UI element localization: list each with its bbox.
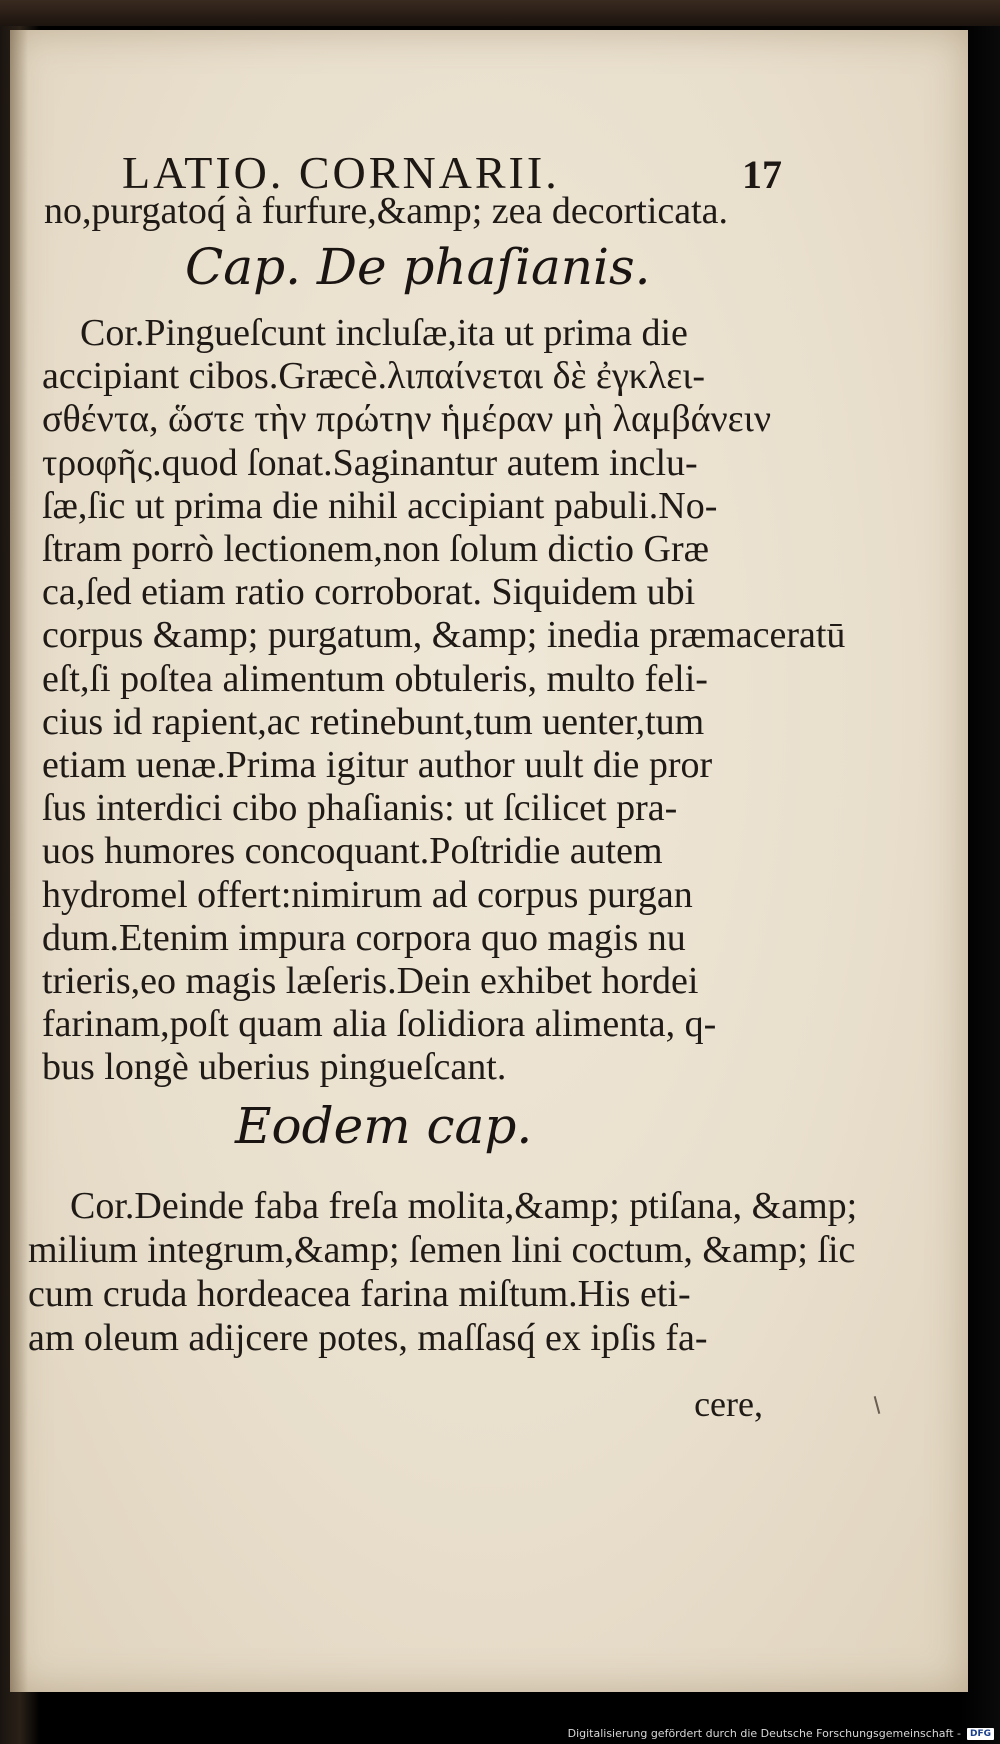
text-line: am oleum adijcere potes, maſſasq́ ex ipſis fa- (28, 1317, 708, 1359)
book-top-edge (0, 0, 1000, 26)
text-line: hydromel offert:nimirum ad corpus purgan (42, 873, 693, 916)
text-line: corpus &amp; purgatum, &amp; inedia præmaceratū (42, 614, 846, 657)
chapter-heading: Cap. De phaſianis. (185, 238, 651, 296)
paper-mark (874, 1396, 881, 1414)
text-line: eſt,ſi poſtea alimentum obtuleris, multo feli- (42, 657, 708, 700)
text-line: no,purgatoq́ à furfure,&amp; zea decorticata. (44, 190, 729, 232)
funding-notice: Digitalisierung gefördert durch die Deutsche Forschungsgemeinschaft - (567, 1727, 961, 1740)
text-line: ſus interdici cibo phaſianis: ut ſcilicet pra- (42, 787, 678, 830)
text-line: ſtram porrò lectionem,non ſolum dictio Græ (42, 528, 709, 570)
text-line: Cor.Pingueſcunt incluſæ,ita ut prima die (80, 312, 688, 354)
text-line: σθέντα, ὥστε τὴν πρώτην ἡμέραν μὴ λαμβάνειν (42, 398, 772, 441)
text-line: farinam,poſt quam alia ſolidiora alimenta, q- (42, 1003, 717, 1046)
text-line: etiam uenæ.Prima igitur author uult die pror (42, 744, 713, 786)
text-line: ſæ,ſic ut prima die nihil accipiant pabuli.No- (42, 484, 718, 527)
section-heading: Eodem cap. (235, 1097, 533, 1155)
text-line: accipiant cibos.Græcè.λιπαίνεται δὲ ἐγκλει- (42, 355, 706, 398)
text-line: uos humores concoquant.Poſtridie autem (42, 830, 663, 873)
dfg-logo: DFG (967, 1728, 994, 1740)
text-line: dum.Etenim impura corpora quo magis nu (42, 916, 686, 959)
text-line: trieris,eo magis læſeris.Dein exhibet hordei (42, 960, 699, 1002)
book-page (10, 30, 968, 1692)
catchword: cere, (694, 1384, 763, 1424)
text-line: cius id rapient,ac retinebunt,tum uenter,tum (42, 700, 705, 743)
text-line: τροφῆς.quod ſonat.Saginantur autem inclu- (42, 441, 698, 484)
running-head-title: LATIO. CORNARII. (122, 147, 560, 198)
footer (568, 1727, 994, 1740)
text-line: milium integrum,&amp; ſemen lini coctum, &amp; ſic (28, 1229, 856, 1271)
page-number: 17 (742, 152, 782, 197)
text-line: cum cruda hordeacea farina miſtum.His eti- (28, 1273, 691, 1315)
text-line: ca,ſed etiam ratio corroborat. Siquidem ubi (42, 571, 696, 614)
text-line: bus longè uberius pingueſcant. (42, 1046, 507, 1089)
text-line: Cor.Deinde faba freſa molita,&amp; ptiſana, &amp; (70, 1185, 858, 1227)
